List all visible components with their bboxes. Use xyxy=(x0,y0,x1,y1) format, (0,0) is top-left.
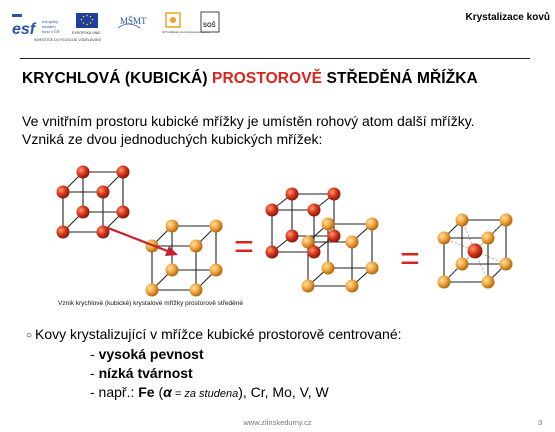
svg-text:fond v ČR: fond v ČR xyxy=(42,29,60,34)
school-logo xyxy=(201,12,219,32)
esf-logo xyxy=(12,14,60,38)
red-atoms-cell1 xyxy=(57,166,130,239)
page-number: 3 xyxy=(538,418,543,427)
title-highlight: PROSTOROVĚ xyxy=(212,70,323,87)
svg-text:EVROPSKÁ UNIE: EVROPSKÁ UNIE xyxy=(72,31,101,35)
svg-text:sociální: sociální xyxy=(42,24,56,29)
msmt-logo xyxy=(118,16,147,28)
red-simple-cubic-cell xyxy=(63,172,123,232)
sub-item-2-prefix: - xyxy=(90,365,99,381)
svg-text:OP Vzdělávání pro konkurencesc: OP Vzdělávání pro konkurenceschopnost xyxy=(162,31,210,34)
sub-item-3 xyxy=(90,384,329,400)
svg-text:SOŠ: SOŠ xyxy=(203,23,216,29)
investice-caption: INVESTICE DO ROZVOJE VZDĚLÁVÁNÍ xyxy=(34,38,101,42)
equals-sign-2: = xyxy=(400,240,420,278)
footer-url: www.zlinskedumy.cz xyxy=(243,418,312,427)
sub-item-3-rest: ), Cr, Mo, V, W xyxy=(238,384,329,400)
intro-line-2: Vzniká ze dvou jednoduchých kubických mřížek: xyxy=(22,131,323,147)
title-part2: STŘEDĚNÁ MŘÍŽKA xyxy=(322,70,478,87)
intro-text xyxy=(22,112,542,148)
bullet-text: Kovy krystalizující v mřížce kubické prostorově centrované: xyxy=(35,326,402,342)
equals-sign-1: = xyxy=(234,228,254,266)
svg-text:MŠMT: MŠMT xyxy=(120,16,147,26)
arrow-icon xyxy=(108,228,178,256)
sub-item-3-alpha: α xyxy=(163,384,172,400)
eu-flag-logo xyxy=(72,13,101,35)
orange-simple-cubic-cell xyxy=(152,226,216,290)
header-divider xyxy=(20,58,530,59)
sub-item-3-italic: = za studena xyxy=(171,388,239,400)
bullet-ring-icon: ○ xyxy=(26,330,33,341)
sub-item-2-bold: nízká tvárnost xyxy=(98,365,193,381)
bullet-item xyxy=(26,326,402,342)
sub-item-1-bold: vysoká pevnost xyxy=(98,346,204,362)
bcc-center-atom xyxy=(468,244,483,259)
sub-item-3-fe: Fe xyxy=(138,384,155,400)
svg-text:esf: esf xyxy=(12,21,36,38)
title-part1: KRYCHLOVÁ (KUBICKÁ) xyxy=(22,70,212,87)
header-title: Krystalizace kovů xyxy=(465,12,550,23)
lattice-diagram xyxy=(20,158,540,308)
header-logos xyxy=(6,10,326,44)
svg-text:evropský: evropský xyxy=(42,19,59,24)
sub-item-2 xyxy=(90,365,193,381)
sub-item-1 xyxy=(90,346,204,362)
sub-item-1-prefix: - xyxy=(90,346,99,362)
sub-item-3-prefix: - např.: xyxy=(90,384,139,400)
sub-item-3-paren: ( xyxy=(154,384,164,400)
slide-title xyxy=(22,70,478,88)
intro-line-1: Ve vnitřním prostoru kubické mřížky je umístěn rohový atom další mřížky. xyxy=(22,113,475,129)
diagram-caption: Vznik krychlové (kubické) krystalové mřížky prostorově středěné xyxy=(58,300,243,307)
